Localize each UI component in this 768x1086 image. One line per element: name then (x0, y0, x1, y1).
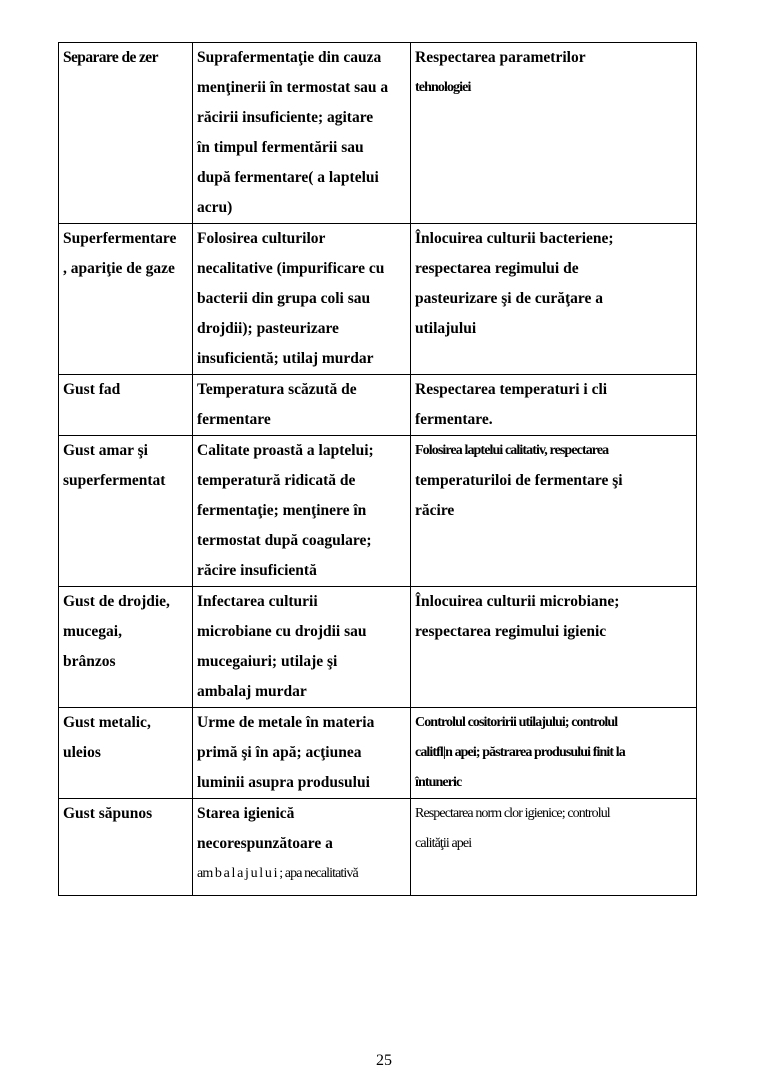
table-row (59, 587, 697, 708)
cell-line: menţinerii în termostat sau a (197, 79, 389, 96)
cell-line: ambalaj murdar (197, 683, 307, 700)
cell-line: superfermentat (63, 472, 166, 489)
cause-cell (193, 708, 411, 799)
cell-line: drojdii); pasteurizare (197, 320, 339, 337)
cause-cell (193, 43, 411, 224)
cause-cell (193, 436, 411, 587)
defect-cell (59, 224, 193, 375)
cell-line: mucegai, (63, 623, 122, 640)
cell-line: răcire insuficientă (197, 562, 317, 579)
cell-line: Gust de drojdie, (63, 593, 170, 610)
remedy-cell (411, 436, 697, 587)
cell-line: fermentare (197, 411, 271, 428)
remedy-cell (411, 224, 697, 375)
table-row (59, 375, 697, 436)
cell-line: Gust săpunos (63, 805, 153, 822)
cell-line: respectarea regimului igienic (415, 623, 607, 640)
cell-line: pasteurizare şi de curăţare a (415, 290, 603, 307)
cell-line: necorespunzătoare a (197, 835, 333, 852)
cell-line: în timpul fermentării sau (197, 139, 364, 156)
cell-line: Folosirea laptelui calitativ, respectarea (415, 443, 609, 458)
cell-line: termostat după coagulare; (197, 532, 372, 549)
defect-cell (59, 375, 193, 436)
defect-cell (59, 587, 193, 708)
cell-line: calitfl|n apei; păstrarea produsului finit la (415, 745, 625, 760)
cause-cell (193, 375, 411, 436)
cell-line: Superfermentare (63, 230, 177, 247)
cell-line: brânzos (63, 653, 116, 670)
cell-line: Respectarea parametrilor (415, 49, 586, 66)
table-row (59, 224, 697, 375)
cell-line: Înlocuirea culturii bacteriene; (415, 230, 614, 247)
cell-line: Urme de metale în materia (197, 714, 375, 731)
remedy-cell (411, 375, 697, 436)
defect-cell (59, 436, 193, 587)
cell-line: Folosirea culturilor (197, 230, 326, 247)
cell-line: Temperatura scăzută de (197, 381, 357, 398)
defect-cell (59, 43, 193, 224)
cell-line: mucegaiuri; utilaje şi (197, 653, 338, 670)
cell-line: Separare de zer (63, 49, 158, 66)
cell-line: Infectarea culturii (197, 593, 318, 610)
cell-line: primă şi în apă; acţiunea (197, 744, 362, 761)
cell-line: microbiane cu drojdii sau (197, 623, 367, 640)
table-row (59, 436, 697, 587)
cell-line: răcire (415, 502, 455, 519)
cell-line: , apariţie de gaze (63, 260, 175, 277)
cell-line: Calitate proastă a laptelui; (197, 442, 374, 459)
table-row (59, 43, 697, 224)
page-number: 25 (376, 1052, 392, 1069)
cell-line: Suprafermentaţie din cauza (197, 49, 382, 66)
cell-line: după fermentare( a laptelui (197, 169, 379, 186)
cell-line: Starea igienică (197, 805, 295, 822)
cell-line: temperatură ridicată de (197, 472, 356, 489)
cause-cell (193, 224, 411, 375)
cell-line: bacterii din grupa coli sau (197, 290, 371, 307)
cell-line: Gust amar şi (63, 442, 148, 459)
cell-line: tehnologiei (415, 80, 471, 95)
cell-line: necalitative (impurificare cu (197, 260, 385, 277)
cell-line: fermentare. (415, 411, 493, 428)
cell-line: răcirii insuficiente; agitare (197, 109, 374, 126)
cell-line: respectarea regimului de (415, 260, 579, 277)
cell-line: întuneric (415, 775, 462, 790)
cause-cell (193, 799, 411, 896)
cell-line: Respectarea norm clor igienice; controlul (415, 806, 610, 821)
cell-line: calităţii apei (415, 836, 472, 851)
defect-cell (59, 708, 193, 799)
defect-cell (59, 799, 193, 896)
cell-line: Înlocuirea culturii microbiane; (415, 593, 620, 610)
remedy-cell (411, 799, 697, 896)
cause-cell (193, 587, 411, 708)
table-row (59, 708, 697, 799)
cell-line: insuficientă; utilaj murdar (197, 350, 374, 367)
remedy-cell (411, 587, 697, 708)
cell-line: Gust fad (63, 381, 121, 398)
defects-table (58, 42, 697, 896)
remedy-cell (411, 43, 697, 224)
cell-line: acru) (197, 199, 233, 216)
cell-line: am b a l a j u l u i ; apa necalitativă (197, 866, 358, 881)
cell-line: Controlul cositoririi utilajului; controlul (415, 715, 618, 730)
remedy-cell (411, 708, 697, 799)
cell-line: uleios (63, 744, 101, 761)
cell-line: temperaturiloi de fermentare şi (415, 472, 623, 489)
cell-line: Gust metalic, (63, 714, 151, 731)
table-row (59, 799, 697, 896)
cell-line: utilajului (415, 320, 477, 337)
cell-line: luminii asupra produsului (197, 774, 370, 791)
cell-line: Respectarea temperaturi i cli (415, 381, 608, 398)
cell-line: fermentaţie; menţinere în (197, 502, 367, 519)
